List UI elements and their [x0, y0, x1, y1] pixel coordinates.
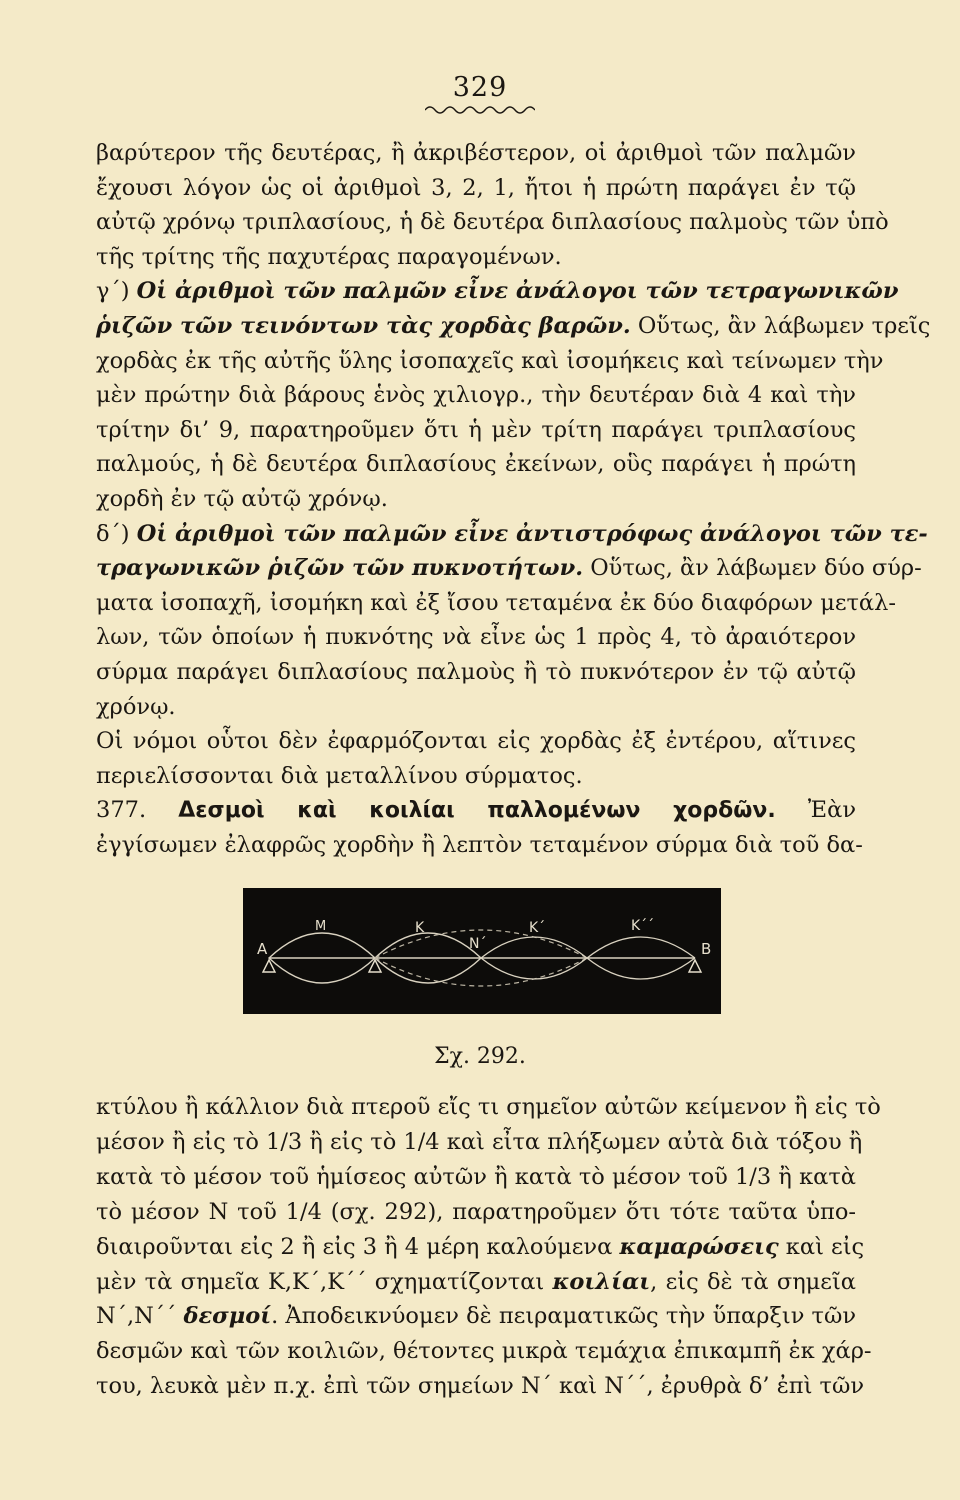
text-run: 377.: [96, 797, 179, 824]
text-line: [96, 449, 856, 479]
text-run: . Ἀποδεικνύομεν δὲ πειραματικῶς τὴν ὕπαρξιν τῶν: [271, 1303, 857, 1330]
text-run: κτύλου ἢ κάλλιον διὰ πτεροῦ εἴς τι σημεῖον αὐτῶν κείμενον ἢ εἰς τὸ: [96, 1094, 881, 1120]
text-line: [96, 207, 889, 237]
text-run: του, λευκὰ μὲν π.χ. ἐπὶ τῶν σημείων Ν΄ καὶ Ν΄΄, ἐρυθρὰ δ’ ἐπὶ τῶν: [96, 1373, 865, 1400]
text-run: κατὰ τὸ μέσον τοῦ ἡμίσεος αὐτῶν ἢ κατὰ τὸ μέσον τοῦ 1/3 ἢ κατὰ: [96, 1163, 856, 1190]
label-a: A: [257, 940, 268, 958]
text-line: [96, 657, 856, 687]
text-run: Ἐὰν: [775, 797, 856, 824]
text-line: [96, 484, 856, 514]
text-run: διαιροῦνται εἰς 2 ἢ εἰς 3 ἢ 4 μέρη καλούμενα: [96, 1233, 620, 1260]
text-run: λων, τῶν ὁποίων ἡ πυκνότης νὰ εἶνε ὡς 1 πρὸς 4, τὸ ἀραιότερον: [96, 624, 856, 651]
text-run: μὲν τὰ σημεῖα Κ,Κ΄,Κ΄΄ σχηματίζονται: [96, 1268, 553, 1295]
figure-292-vibrating-string: [243, 888, 721, 1014]
emphasis-text: τραγωνικῶν ῥιζῶν τῶν πυκνοτήτων.: [96, 555, 584, 582]
label-n-prime: N΄: [469, 936, 487, 952]
text-line: [96, 242, 856, 272]
text-run: δεσμῶν καὶ τῶν κοιλιῶν, θέτοντες μικρὰ τεμάχια ἐπικαμπῆ ἐκ χάρ-: [96, 1338, 872, 1365]
text-run: αὐτῷ χρόνῳ τριπλασίους, ἡ δὲ δευτέρα διπλασίους παλμοὺς τῶν ὑπὸ: [96, 209, 889, 236]
text-line: [96, 346, 884, 376]
text-run: , εἰς δὲ τὰ σημεῖα: [650, 1268, 856, 1295]
label-k-double-prime: K΄΄: [631, 918, 655, 934]
emphasis-text: κοιλίαι: [552, 1268, 651, 1295]
text-line: [96, 519, 928, 549]
text-run: σύρμα παράγει διπλασίους παλμοὺς ἢ τὸ πυκνότερον ἐν τῷ αὐτῷ: [96, 659, 856, 685]
label-k-prime: K΄: [529, 920, 546, 936]
text-run: μὲν πρώτην διὰ βάρους ἑνὸς χιλιογρ., τὴν δευτέραν διὰ 4 καὶ τὴν: [96, 382, 856, 409]
text-run: τῆς τρίτης τῆς παχυτέρας παραγομένων.: [96, 243, 562, 270]
text-line: [96, 588, 896, 618]
ornament-rule: [425, 104, 535, 116]
text-line: [96, 726, 856, 756]
text-run: ἔχουσι λόγον ὡς οἱ ἀριθμοὶ 3, 2, 1, ἤτοι ἡ πρώτη παράγει ἐν τῷ: [96, 174, 856, 201]
emphasis-text: Δεσμοὶ καὶ κοιλίαι παλλομένων χορδῶν.: [178, 798, 776, 824]
text-line: [96, 138, 856, 168]
text-line: [96, 1267, 856, 1297]
label-m: M: [315, 919, 327, 934]
text-run: Οἱ νόμοι οὗτοι δὲν ἐφαρμόζονται εἰς χορδὰς ἐξ ἐντέρου, αἵτινες: [96, 728, 856, 755]
text-run: Ν΄,Ν΄΄: [96, 1303, 184, 1330]
text-run: μέσον ἢ εἰς τὸ 1/3 ἢ εἰς τὸ 1/4 καὶ εἶτα πλήξωμεν αὐτὰ διὰ τόξου ἢ: [96, 1128, 863, 1155]
text-run: ἐγγίσωμεν ἐλαφρῶς χορδὴν ἢ λεπτὸν τεταμένον σύρμα διὰ τοῦ δα-: [96, 832, 863, 858]
text-line: [96, 1092, 881, 1122]
text-run: καὶ εἰς: [778, 1233, 865, 1260]
text-line: [96, 553, 922, 583]
text-line: [96, 622, 856, 652]
emphasis-text: Οἱ ἀριθμοὶ τῶν παλμῶν εἶνε ἀντιστρόφως ἀνάλογοι τῶν τε-: [136, 520, 928, 547]
text-line: [96, 276, 899, 306]
text-line: [96, 311, 931, 341]
emphasis-text: καμαρώσεις: [619, 1233, 779, 1260]
emphasis-text: δεσμοί: [183, 1303, 272, 1330]
text-run: βαρύτερον τῆς δευτέρας, ἢ ἀκριβέστερον, οἱ ἀριθμοὶ τῶν παλμῶν: [96, 140, 856, 166]
text-run: χρόνῳ.: [96, 693, 176, 720]
text-line: [96, 1232, 865, 1262]
text-line: [96, 380, 856, 410]
text-run: παλμούς, ἡ δὲ δευτέρα διπλασίους ἐκείνων, οὓς παράγει ἡ πρώτη: [96, 451, 856, 478]
text-run: ματα ἰσοπαχῆ, ἰσομήκη καὶ ἐξ ἴσου τεταμένα ἐκ δύο διαφόρων μετάλ-: [96, 589, 896, 616]
label-k: K: [415, 920, 425, 936]
text-run: Οὕτως, ἂν λάβωμεν τρεῖς: [630, 313, 931, 339]
text-run: τρίτην δι’ 9, παρατηροῦμεν ὅτι ἡ μὲν τρίτη παράγει τριπλασίους: [96, 416, 856, 443]
text-run: περιελίσσονται διὰ μεταλλίνου σύρματος.: [96, 762, 583, 789]
text-run: Οὕτως, ἂν λάβωμεν δύο σύρ-: [583, 555, 922, 582]
text-line: [96, 1197, 856, 1227]
page-number: 329: [452, 72, 508, 103]
text-line: [96, 1336, 872, 1366]
text-line: [96, 795, 856, 826]
text-line: [96, 1371, 865, 1401]
text-line: [96, 761, 856, 791]
text-line: [96, 830, 863, 860]
label-b: B: [701, 940, 712, 958]
text-run: δ΄): [96, 520, 137, 547]
text-line: [96, 1127, 863, 1157]
text-run: χορδὰς ἐκ τῆς αὐτῆς ὕλης ἰσοπαχεῖς καὶ ἰσομήκεις καὶ τείνωμεν τὴν: [96, 347, 884, 374]
text-line: [96, 1162, 856, 1192]
emphasis-text: ῥιζῶν τῶν τεινόντων τὰς χορδὰς βαρῶν.: [96, 313, 631, 339]
text-run: γ΄): [96, 278, 137, 305]
emphasis-text: Οἱ ἀριθμοὶ τῶν παλμῶν εἶνε ἀνάλογοι τῶν τετραγωνικῶν: [136, 278, 899, 305]
text-line: [96, 692, 856, 722]
figure-caption: Σχ. 292.: [434, 1044, 526, 1069]
text-line: [96, 1301, 856, 1331]
text-run: χορδὴ ἐν τῷ αὐτῷ χρόνῳ.: [96, 486, 388, 512]
text-run: τὸ μέσον Ν τοῦ 1/4 (σχ. 292), παρατηροῦμεν ὅτι τότε ταῦτα ὑπο-: [96, 1198, 856, 1225]
text-line: [96, 415, 856, 445]
text-line: [96, 173, 856, 203]
